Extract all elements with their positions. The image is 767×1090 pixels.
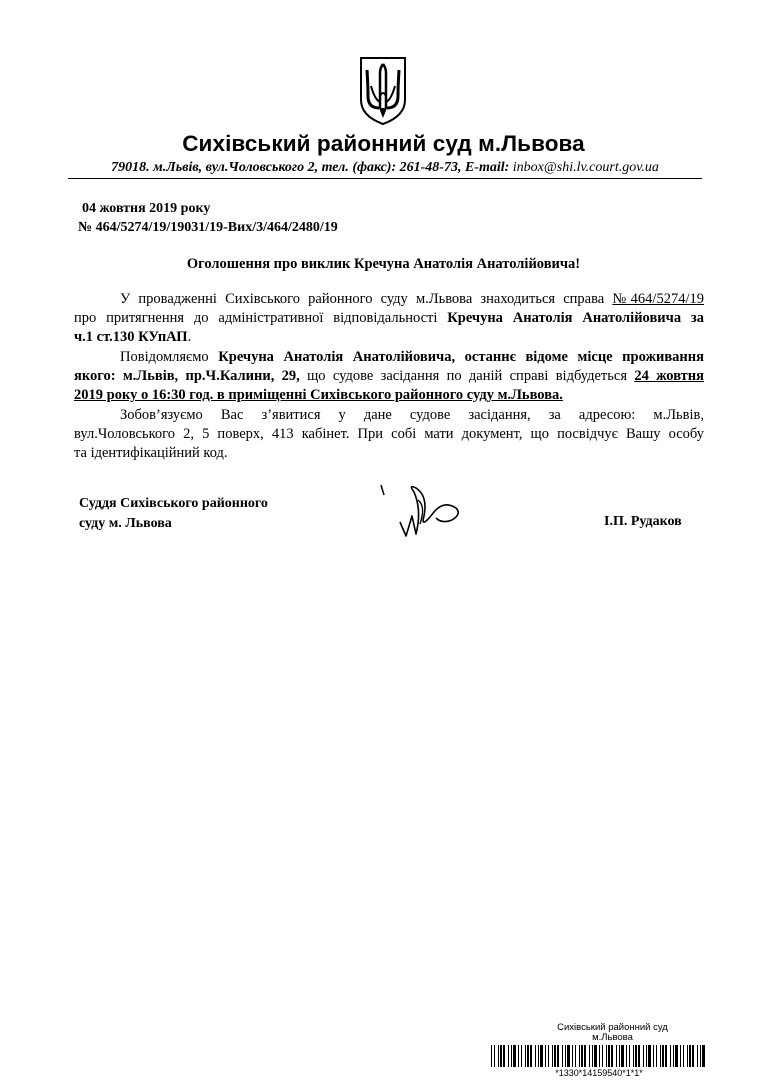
- paragraph-1-line-2: [74, 309, 704, 328]
- paragraph-3-line-1: Зобов’язуємо Вас з’явитися у дане судове засідання, за адресою: м.Львів,: [120, 407, 704, 423]
- barcode-number: *1330*14159540*1*1*: [555, 1068, 643, 1078]
- judge-title: [79, 494, 268, 534]
- court-email: inbox@shi.lv.court.gov.ua: [512, 160, 659, 175]
- paragraph-2-line-3: [74, 386, 704, 405]
- paragraph-3-line-3: та ідентифікаційний код.: [74, 445, 228, 461]
- court-stamp-line-2: м.Львова: [592, 1032, 633, 1043]
- paragraph-1-line-3: [74, 328, 704, 347]
- judge-title-line-2: суду м. Львова: [79, 516, 172, 531]
- case-number: №464/5274/19: [612, 291, 704, 307]
- text-span: про притягнення до адміністративної відповідальності: [74, 310, 448, 326]
- text-span: .: [187, 329, 192, 345]
- text-span: У провадженні Сихівського районного суду м.Львова знаходиться справа: [120, 291, 613, 307]
- judge-name: І.П. Рудаков: [604, 514, 682, 529]
- court-address: 79018. м.Львів, вул.Чоловського 2, тел. (факс): 261-48-73, E-mail:: [111, 160, 513, 175]
- trident-emblem-icon: [357, 56, 409, 126]
- paragraph-1-line-1: [74, 290, 704, 309]
- outgoing-number: № 464/5274/19/19031/19-Вих/3/464/2480/19: [78, 220, 338, 235]
- hearing-time-place: 2019 року о 16:30 год. в приміщенні Сихівського районного суду м.Львова.: [74, 387, 563, 403]
- text-span: Повідомляємо: [120, 349, 219, 365]
- notice-heading: Оголошення про виклик Кречуна Анатолія Анатолійовича!: [186, 256, 581, 272]
- court-stamp-line-1: Сихівський районний суд: [557, 1022, 668, 1033]
- paragraph-2-line-1: [74, 348, 704, 367]
- court-address-line: [68, 160, 702, 179]
- defendant-name: Кречуна Анатолія Анатолійовича за: [447, 310, 704, 326]
- judge-title-line-1: Суддя Сихівського районного: [79, 496, 268, 511]
- court-stamp: [500, 1023, 725, 1043]
- document-date: 04 жовтня 2019 року: [82, 201, 211, 216]
- last-known-address: якого: м.Львів, пр.Ч.Калини, 29,: [74, 368, 300, 384]
- defendant-name: Кречуна Анатолія Анатолійовича, останнє відоме місце проживання: [218, 349, 704, 365]
- handwritten-signature-icon: [372, 480, 464, 538]
- court-name: Сихівський районний суд м.Львова: [182, 131, 585, 156]
- paragraph-2-line-2: [74, 367, 704, 386]
- paragraph-3-line-2: вул.Чоловського 2, 5 поверх, 413 кабінет. При собі мати документ, що посвідчує Вашу особу: [74, 426, 704, 442]
- text-span: що судове засідання по даній справі відбудеться: [299, 368, 635, 384]
- barcode-icon: [491, 1045, 707, 1067]
- hearing-date: 24 жовтня: [634, 368, 704, 384]
- legal-article: ч.1 ст.130 КУпАП: [74, 329, 188, 345]
